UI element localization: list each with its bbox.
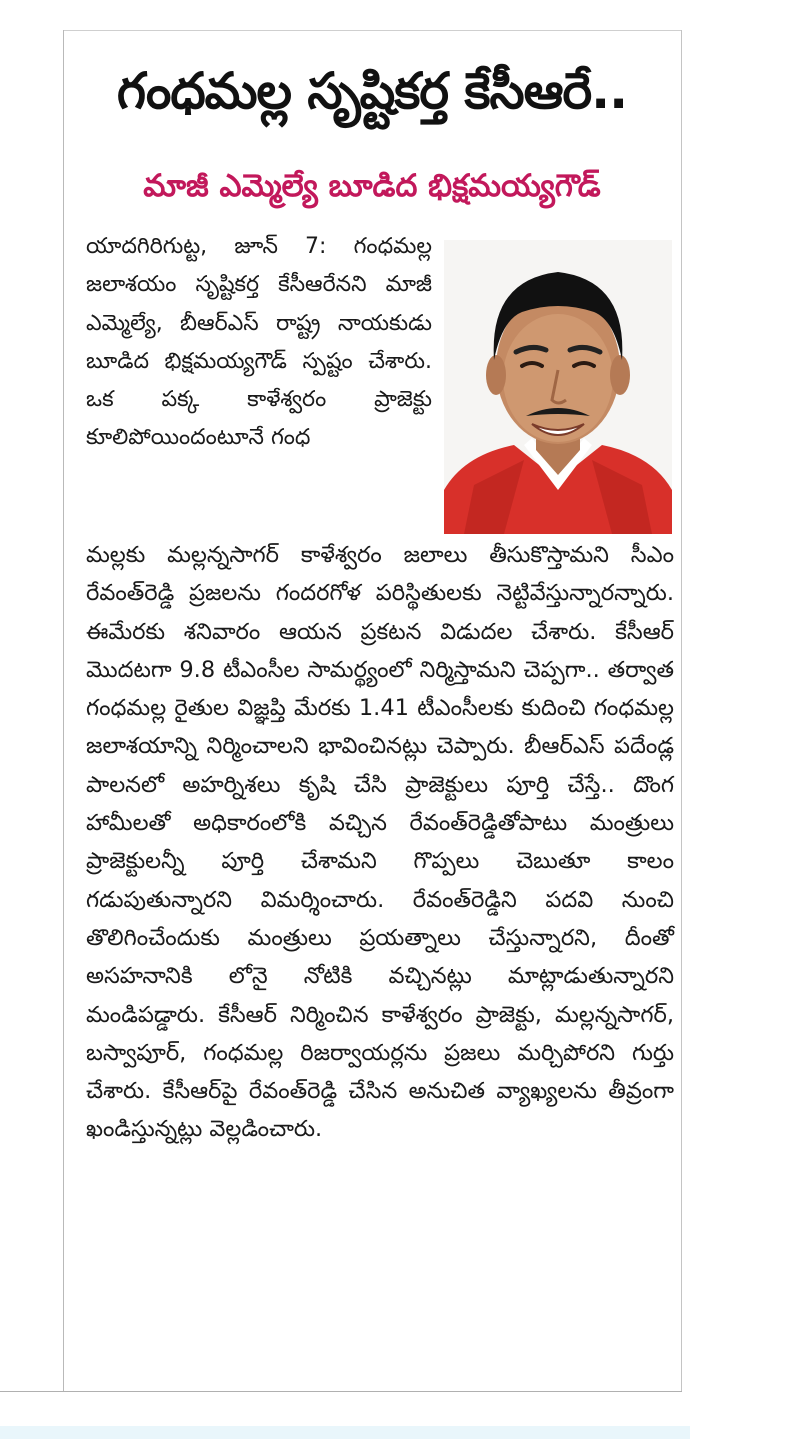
article-subheadline: మాజీ ఎమ్మెల్యే బూడిద భిక్షమయ్యగౌడ్ <box>143 168 601 204</box>
frame-left-line <box>63 30 64 1392</box>
article-headline: గంధమల్ల సృష్టికర్త కేసీఆరే.. <box>116 62 628 120</box>
news-article <box>66 34 678 1388</box>
article-body-main: మల్లకు మల్లన్నసాగర్ కాళేశ్వరం జలాలు తీసుకొస్తామని సీఎం రేవంత్‌రెడ్డి ప్రజలను గందరగోళ పరిస్థితులకు నెట్టివేస్తున్నారన్నారు. ఈమేరకు శనివారం ఆయన ప్రకటన విడుదల చేశారు. కేసీఆర్ మొదటగా 9.8 టీఎంసీల సామర్థ్యంలో నిర్మిస్తామని చెప్పగా.. తర్వాత గంధమల్ల రైతుల విజ్ఞప్తి మేరకు 1.41 టీఎంసీలకు కుదించి గంధమల్ల జలాశయాన్ని నిర్మించాలని భావించినట్లు చెప్పారు. బీఆర్ఎస్ పదేండ్ల పాలనలో అహర్నిశలు కృషి చేసి ప్రాజెక్టులు పూర్తి చేస్తే.. దొంగ హామీలతో అధికారంలోకి వచ్చిన రేవంత్‌రెడ్డితోపాటు మంత్రులు ప్రాజెక్టులన్నీ పూర్తి చేశామని గొప్పలు చెబుతూ కాలం గడుపుతున్నారని విమర్శించారు. రేవంత్‌రెడ్డిని పదవి నుంచి తొలిగించేందుకు మంత్రులు ప్రయత్నాలు చేస్తున్నారని, దీంతో అసహనానికి లోనై నోటికి వచ్చినట్లు మాట్లాడుతున్నారని మండిపడ్డారు. కేసీఆర్ నిర్మించిన కాళేశ్వరం ప్రాజెక్టు, మల్లన్నసాగర్, బస్వాపూర్, గంధమల్ల రిజర్వాయర్లను ప్రజలు మర్చిపోరని గుర్తు చేశారు. కేసీఆర్‌పై రేవంత్‌రెడ్డి చేసిన అనుచిత వ్యాఖ్యలను తీవ్రంగా ఖండిస్తున్నట్లు వెల్లడించారు. <box>86 542 674 1143</box>
frame-bottom-line <box>0 1391 682 1392</box>
portrait-photo <box>444 240 672 534</box>
frame-top-line <box>63 30 682 31</box>
portrait-illustration <box>444 240 672 534</box>
frame-right-line <box>681 30 682 1392</box>
article-body-intro: యాదగిరిగుట్ట, జూన్ 7: గంధమల్ల జలాశయం సృష్టికర్త కేసీఆరేనని మాజీ ఎమ్మెల్యే, బీఆర్ఎస్ రాష్ట్ర నాయకుడు బూడిద భిక్షమయ్యగౌడ్ స్పష్టం చేశారు. ఒక పక్క కాళేశ్వరం ప్రాజెక్టు కూలిపోయిందంటూనే గంధ <box>86 234 432 451</box>
bottom-strip <box>0 1426 690 1439</box>
